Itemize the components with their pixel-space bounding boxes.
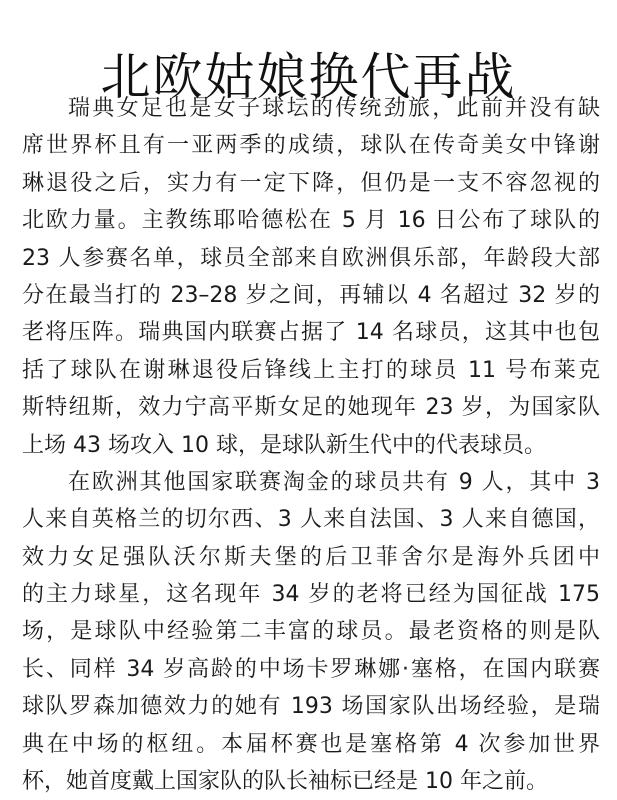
article-body — [22, 90, 600, 800]
headline: 北欧姑娘换代再战 — [100, 47, 517, 106]
text-line: 典在中场的枢纽。本届杯赛也是塞格第 4 次参加世界 — [22, 731, 600, 757]
text-line: 效力女足强队沃尔斯夫堡的后卫菲舍尔是海外兵团中 — [22, 544, 600, 570]
text-line: 斯特纽斯，效力宁高平斯女足的她现年 23 岁，为国家队 — [22, 395, 600, 421]
text-line: 括了球队在谢琳退役后锋线上主打的球员 11 号布莱克 — [22, 357, 600, 383]
text-line: 场，是球队中经验第二丰富的球员。最老资格的则是队 — [22, 619, 600, 645]
text-line: 北欧力量。主教练耶哈德松在 5 月 16 日公布了球队的 — [22, 208, 600, 234]
text-line: 的主力球星，这名现年 34 岁的老将已经为国征战 175 — [22, 582, 600, 608]
paragraph-1 — [22, 90, 600, 464]
text-line: 球队罗森加德效力的她有 193 场国家队出场经验，是瑞 — [22, 694, 600, 720]
text-line: 23 人参赛名单，球员全部来自欧洲俱乐部，年龄段大部 — [22, 245, 600, 271]
text-line: 席世界杯且有一亚两季的成绩，球队在传奇美女中锋谢 — [22, 133, 600, 159]
text-line: 老将压阵。瑞典国内联赛占据了 14 名球员，这其中也包 — [22, 320, 600, 346]
text-line: 长、同样 34 岁高龄的中场卡罗琳娜·塞格，在国内联赛 — [22, 656, 600, 682]
text-line: 在欧洲其他国家联赛淘金的球员共有 9 人，其中 3 — [68, 469, 600, 495]
paragraph-2 — [22, 464, 600, 800]
text-line: 瑞典女足也是女子球坛的传统劲旅，此前并没有缺 — [68, 96, 600, 121]
text-line: 上场 43 场攻入 10 球，是球队新生代中的代表球员。 — [22, 432, 546, 458]
text-line: 分在最当打的 23–28 岁之间，再辅以 4 名超过 32 岁的 — [22, 282, 600, 308]
text-line: 杯，她首度戴上国家队的队长袖标已经是 10 年之前。 — [22, 769, 548, 795]
text-line: 琳退役之后，实力有一定下降，但仍是一支不容忽视的 — [22, 170, 600, 196]
text-line: 人来自英格兰的切尔西、3 人来自法国、3 人来自德国， — [22, 507, 600, 533]
